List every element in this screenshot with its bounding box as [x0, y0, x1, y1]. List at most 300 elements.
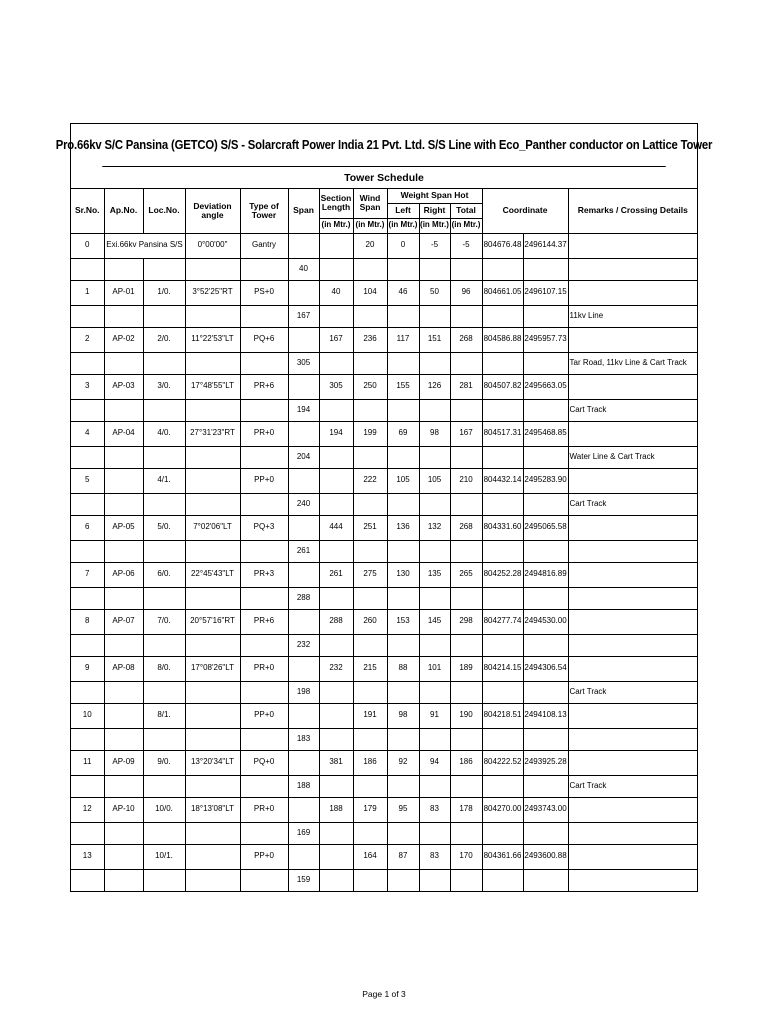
empty-cell — [523, 728, 568, 750]
tower-schedule-sheet — [55, 123, 713, 892]
cell-remarks — [568, 703, 697, 728]
cell-loc-no: 6/0. — [143, 562, 185, 587]
cell-tower-type: PQ+3 — [240, 515, 288, 540]
empty-cell — [319, 587, 353, 609]
cell-coordinate-y: 2495663.05 — [523, 374, 568, 399]
cell-remarks — [568, 421, 697, 446]
empty-cell — [71, 822, 104, 844]
empty-cell — [319, 540, 353, 562]
empty-cell — [143, 728, 185, 750]
cell-span: 188 — [288, 775, 319, 797]
cell-ap-no: AP-10 — [104, 797, 143, 822]
empty-cell — [523, 446, 568, 468]
cell-weight-total: 167 — [450, 421, 482, 446]
cell-sr-no: 4 — [71, 421, 104, 446]
cell-coordinate-y: 2493600.88 — [523, 844, 568, 869]
cell-section-length — [319, 844, 353, 869]
cell-span — [288, 703, 319, 728]
tower-row — [71, 327, 697, 352]
span-row — [71, 681, 697, 703]
empty-cell — [482, 728, 523, 750]
cell-coordinate-x: 804270.00 — [482, 797, 523, 822]
empty-cell — [104, 493, 143, 515]
cell-wind-span: 251 — [353, 515, 387, 540]
empty-cell — [143, 681, 185, 703]
header-deviation-angle: Deviation angle — [185, 189, 240, 233]
empty-cell — [319, 305, 353, 327]
cell-weight-right: 105 — [419, 468, 450, 493]
header-remarks: Remarks / Crossing Details — [568, 189, 697, 233]
empty-cell — [450, 634, 482, 656]
cell-sr-no: 10 — [71, 703, 104, 728]
empty-cell — [482, 869, 523, 891]
empty-cell — [185, 728, 240, 750]
cell-sr-no: 1 — [71, 280, 104, 305]
empty-cell — [450, 869, 482, 891]
empty-cell — [450, 493, 482, 515]
cell-coordinate-y: 2493743.00 — [523, 797, 568, 822]
empty-cell — [319, 446, 353, 468]
cell-ap-no: AP-06 — [104, 562, 143, 587]
empty-cell — [185, 540, 240, 562]
cell-wind-span: 20 — [353, 233, 387, 258]
cell-span — [288, 562, 319, 587]
empty-cell — [419, 258, 450, 280]
empty-cell — [523, 258, 568, 280]
cell-deviation — [185, 844, 240, 869]
cell-wind-span: 104 — [353, 280, 387, 305]
cell-deviation: 7°02'06"LT — [185, 515, 240, 540]
cell-weight-left: 69 — [387, 421, 419, 446]
cell-tower-type: PR+6 — [240, 609, 288, 634]
empty-cell — [419, 869, 450, 891]
tower-row — [71, 421, 697, 446]
cell-wind-span: 260 — [353, 609, 387, 634]
cell-deviation — [185, 703, 240, 728]
header-unit: (in Mtr.) — [387, 218, 419, 233]
empty-cell — [104, 775, 143, 797]
empty-cell — [387, 258, 419, 280]
empty-cell — [387, 869, 419, 891]
cell-remarks — [568, 468, 697, 493]
cell-coordinate-x: 804218.51 — [482, 703, 523, 728]
cell-span: 198 — [288, 681, 319, 703]
cell-deviation: 22°45'43"LT — [185, 562, 240, 587]
tower-row — [71, 468, 697, 493]
cell-span: 40 — [288, 258, 319, 280]
span-row — [71, 587, 697, 609]
empty-cell — [387, 634, 419, 656]
empty-cell — [185, 681, 240, 703]
empty-cell — [419, 493, 450, 515]
cell-wind-span: 236 — [353, 327, 387, 352]
empty-cell — [240, 399, 288, 421]
empty-cell — [353, 634, 387, 656]
cell-ap-no: AP-07 — [104, 609, 143, 634]
empty-cell — [482, 822, 523, 844]
page-footer: Page 1 of 3 — [362, 989, 406, 999]
cell-loc-no: 2/0. — [143, 327, 185, 352]
empty-cell — [240, 258, 288, 280]
empty-cell — [482, 352, 523, 374]
empty-cell — [104, 634, 143, 656]
empty-cell — [319, 822, 353, 844]
empty-cell — [104, 587, 143, 609]
empty-cell — [104, 869, 143, 891]
empty-cell — [353, 681, 387, 703]
cell-tower-type: PR+6 — [240, 374, 288, 399]
tower-row — [71, 280, 697, 305]
empty-cell — [71, 634, 104, 656]
empty-cell — [450, 775, 482, 797]
empty-cell — [71, 775, 104, 797]
empty-cell — [450, 681, 482, 703]
empty-cell — [143, 540, 185, 562]
cell-loc-no: 9/0. — [143, 750, 185, 775]
header-unit: (in Mtr.) — [419, 218, 450, 233]
cell-sr-no: 8 — [71, 609, 104, 634]
cell-loc-no: 7/0. — [143, 609, 185, 634]
empty-cell — [240, 540, 288, 562]
empty-cell — [419, 446, 450, 468]
header-weight-span-hot: Weight Span Hot — [387, 189, 482, 203]
empty-cell — [71, 869, 104, 891]
cell-remarks — [568, 822, 697, 844]
empty-cell — [71, 728, 104, 750]
cell-loc-no: 4/1. — [143, 468, 185, 493]
tower-row — [71, 797, 697, 822]
cell-span: 194 — [288, 399, 319, 421]
span-row — [71, 869, 697, 891]
empty-cell — [240, 634, 288, 656]
empty-cell — [104, 258, 143, 280]
empty-cell — [523, 775, 568, 797]
header-right: Right — [419, 203, 450, 218]
empty-cell — [143, 775, 185, 797]
cell-weight-left: 130 — [387, 562, 419, 587]
empty-cell — [523, 587, 568, 609]
cell-span — [288, 797, 319, 822]
empty-cell — [419, 587, 450, 609]
cell-sr-no: 12 — [71, 797, 104, 822]
empty-cell — [419, 634, 450, 656]
empty-cell — [482, 493, 523, 515]
empty-cell — [104, 446, 143, 468]
tower-row — [71, 656, 697, 681]
cell-weight-right: 126 — [419, 374, 450, 399]
empty-cell — [143, 399, 185, 421]
cell-coordinate-y: 2494306.54 — [523, 656, 568, 681]
span-row — [71, 493, 697, 515]
cell-span — [288, 327, 319, 352]
empty-cell — [240, 681, 288, 703]
cell-loc-no: 1/0. — [143, 280, 185, 305]
cell-coordinate-x: 804331.60 — [482, 515, 523, 540]
cell-weight-left: 155 — [387, 374, 419, 399]
cell-span: 232 — [288, 634, 319, 656]
cell-remarks: Cart Track — [568, 399, 697, 421]
empty-cell — [450, 587, 482, 609]
cell-deviation: 0°00'00" — [185, 233, 240, 258]
empty-cell — [387, 399, 419, 421]
cell-remarks — [568, 327, 697, 352]
cell-weight-right: 94 — [419, 750, 450, 775]
cell-deviation: 17°48'55"LT — [185, 374, 240, 399]
empty-cell — [387, 681, 419, 703]
cell-weight-total: 178 — [450, 797, 482, 822]
tower-schedule-table — [71, 189, 697, 891]
empty-cell — [71, 587, 104, 609]
empty-cell — [240, 822, 288, 844]
cell-weight-total: 96 — [450, 280, 482, 305]
cell-coordinate-y: 2494530.00 — [523, 609, 568, 634]
empty-cell — [353, 728, 387, 750]
empty-cell — [419, 775, 450, 797]
empty-cell — [143, 352, 185, 374]
cell-coordinate-x: 804661.05 — [482, 280, 523, 305]
cell-weight-left: 105 — [387, 468, 419, 493]
cell-weight-total: 298 — [450, 609, 482, 634]
header-span: Span — [288, 189, 319, 233]
cell-wind-span: 250 — [353, 374, 387, 399]
tower-row — [71, 750, 697, 775]
empty-cell — [387, 775, 419, 797]
cell-ap-no: AP-04 — [104, 421, 143, 446]
empty-cell — [71, 305, 104, 327]
cell-weight-total: 210 — [450, 468, 482, 493]
cell-coordinate-x: 804586.88 — [482, 327, 523, 352]
empty-cell — [185, 822, 240, 844]
cell-section-length — [319, 233, 353, 258]
cell-loc-no: 5/0. — [143, 515, 185, 540]
empty-cell — [419, 681, 450, 703]
empty-cell — [185, 258, 240, 280]
cell-weight-right: 83 — [419, 844, 450, 869]
cell-span: 169 — [288, 822, 319, 844]
empty-cell — [71, 681, 104, 703]
cell-span — [288, 844, 319, 869]
empty-cell — [353, 822, 387, 844]
cell-weight-left: 0 — [387, 233, 419, 258]
cell-ap-no: AP-03 — [104, 374, 143, 399]
empty-cell — [419, 822, 450, 844]
empty-cell — [387, 822, 419, 844]
cell-loc-no: 8/0. — [143, 656, 185, 681]
cell-remarks — [568, 844, 697, 869]
cell-ap-no — [104, 703, 143, 728]
cell-deviation: 13°20'34"LT — [185, 750, 240, 775]
cell-section-length: 232 — [319, 656, 353, 681]
empty-cell — [71, 399, 104, 421]
empty-cell — [319, 775, 353, 797]
cell-weight-total: 281 — [450, 374, 482, 399]
cell-loc-no: 10/1. — [143, 844, 185, 869]
table-header — [71, 189, 697, 233]
cell-tower-type: PR+0 — [240, 421, 288, 446]
cell-remarks — [568, 280, 697, 305]
empty-cell — [185, 446, 240, 468]
empty-cell — [419, 728, 450, 750]
span-row — [71, 446, 697, 468]
header-type-of-tower: Type of Tower — [240, 189, 288, 233]
header-coordinate: Coordinate — [482, 189, 568, 233]
cell-tower-type: PP+0 — [240, 844, 288, 869]
span-row — [71, 822, 697, 844]
span-row — [71, 775, 697, 797]
header-total: Total — [450, 203, 482, 218]
cell-weight-right: 83 — [419, 797, 450, 822]
cell-coordinate-x: 804252.28 — [482, 562, 523, 587]
empty-cell — [143, 305, 185, 327]
cell-remarks — [568, 728, 697, 750]
cell-ap-no: AP-09 — [104, 750, 143, 775]
cell-weight-left: 95 — [387, 797, 419, 822]
empty-cell — [450, 399, 482, 421]
empty-cell — [319, 258, 353, 280]
cell-ap-no — [104, 844, 143, 869]
cell-sr-no: 11 — [71, 750, 104, 775]
cell-coordinate-x: 804214.15 — [482, 656, 523, 681]
empty-cell — [185, 587, 240, 609]
cell-sr-no: 6 — [71, 515, 104, 540]
empty-cell — [482, 540, 523, 562]
cell-weight-right: 132 — [419, 515, 450, 540]
empty-cell — [240, 587, 288, 609]
cell-weight-right: 151 — [419, 327, 450, 352]
cell-ap-no: AP-08 — [104, 656, 143, 681]
span-row — [71, 634, 697, 656]
empty-cell — [185, 493, 240, 515]
cell-loc-no: 10/0. — [143, 797, 185, 822]
cell-remarks — [568, 750, 697, 775]
empty-cell — [482, 399, 523, 421]
empty-cell — [450, 258, 482, 280]
empty-cell — [71, 352, 104, 374]
cell-remarks — [568, 656, 697, 681]
cell-coordinate-y: 2494108.13 — [523, 703, 568, 728]
cell-coordinate-y: 2494816.89 — [523, 562, 568, 587]
empty-cell — [387, 540, 419, 562]
empty-cell — [104, 305, 143, 327]
empty-cell — [185, 305, 240, 327]
empty-cell — [240, 775, 288, 797]
cell-remarks: Cart Track — [568, 493, 697, 515]
empty-cell — [240, 305, 288, 327]
empty-cell — [185, 352, 240, 374]
span-row — [71, 352, 697, 374]
cell-section-length: 444 — [319, 515, 353, 540]
tower-row — [71, 609, 697, 634]
cell-remarks: Water Line & Cart Track — [568, 446, 697, 468]
empty-cell — [143, 869, 185, 891]
cell-remarks — [568, 609, 697, 634]
cell-ap-no: AP-01 — [104, 280, 143, 305]
cell-section-length: 194 — [319, 421, 353, 446]
cell-remarks: 11kv Line — [568, 305, 697, 327]
cell-weight-left: 117 — [387, 327, 419, 352]
empty-cell — [450, 352, 482, 374]
empty-cell — [143, 446, 185, 468]
cell-deviation: 20°57'16"RT — [185, 609, 240, 634]
span-row — [71, 728, 697, 750]
cell-remarks: Cart Track — [568, 681, 697, 703]
empty-cell — [419, 305, 450, 327]
span-row — [71, 540, 697, 562]
empty-cell — [419, 540, 450, 562]
cell-wind-span: 191 — [353, 703, 387, 728]
cell-coordinate-y: 2496144.37 — [523, 233, 568, 258]
empty-cell — [319, 869, 353, 891]
empty-cell — [185, 399, 240, 421]
header-unit: (in Mtr.) — [353, 218, 387, 233]
cell-sr-no: 7 — [71, 562, 104, 587]
cell-section-length — [319, 468, 353, 493]
header-ap-no: Ap.No. — [104, 189, 143, 233]
empty-cell — [353, 587, 387, 609]
header-unit: (in Mtr.) — [319, 218, 353, 233]
cell-tower-type: PR+3 — [240, 562, 288, 587]
cell-span — [288, 421, 319, 446]
empty-cell — [523, 352, 568, 374]
cell-deviation: 27°31'23"RT — [185, 421, 240, 446]
cell-sr-no: 5 — [71, 468, 104, 493]
cell-coordinate-x: 804432.14 — [482, 468, 523, 493]
cell-section-length: 167 — [319, 327, 353, 352]
cell-span: 261 — [288, 540, 319, 562]
empty-cell — [523, 681, 568, 703]
header-sr-no: Sr.No. — [71, 189, 104, 233]
cell-wind-span: 215 — [353, 656, 387, 681]
cell-weight-total: -5 — [450, 233, 482, 258]
cell-span — [288, 280, 319, 305]
cell-span — [288, 750, 319, 775]
cell-deviation: 3°52'25"RT — [185, 280, 240, 305]
cell-remarks — [568, 374, 697, 399]
empty-cell — [71, 258, 104, 280]
cell-remarks: Tar Road, 11kv Line & Cart Track — [568, 352, 697, 374]
cell-weight-right: -5 — [419, 233, 450, 258]
empty-cell — [353, 540, 387, 562]
empty-cell — [240, 446, 288, 468]
cell-sr-no: 9 — [71, 656, 104, 681]
empty-cell — [482, 775, 523, 797]
empty-cell — [523, 305, 568, 327]
empty-cell — [387, 728, 419, 750]
empty-cell — [71, 493, 104, 515]
header-left: Left — [387, 203, 419, 218]
cell-weight-left: 92 — [387, 750, 419, 775]
cell-remarks — [568, 515, 697, 540]
cell-section-length: 261 — [319, 562, 353, 587]
empty-cell — [240, 728, 288, 750]
cell-coordinate-x: 804277.74 — [482, 609, 523, 634]
cell-remarks — [568, 634, 697, 656]
empty-cell — [71, 540, 104, 562]
empty-cell — [387, 587, 419, 609]
empty-cell — [143, 493, 185, 515]
cell-deviation: 17°08'26"LT — [185, 656, 240, 681]
empty-cell — [419, 352, 450, 374]
empty-cell — [353, 352, 387, 374]
tower-row — [71, 374, 697, 399]
cell-section-length — [319, 703, 353, 728]
cell-tower-type: PP+0 — [240, 468, 288, 493]
cell-weight-right: 135 — [419, 562, 450, 587]
cell-wind-span: 186 — [353, 750, 387, 775]
cell-wind-span: 275 — [353, 562, 387, 587]
tower-row — [71, 844, 697, 869]
empty-cell — [240, 352, 288, 374]
